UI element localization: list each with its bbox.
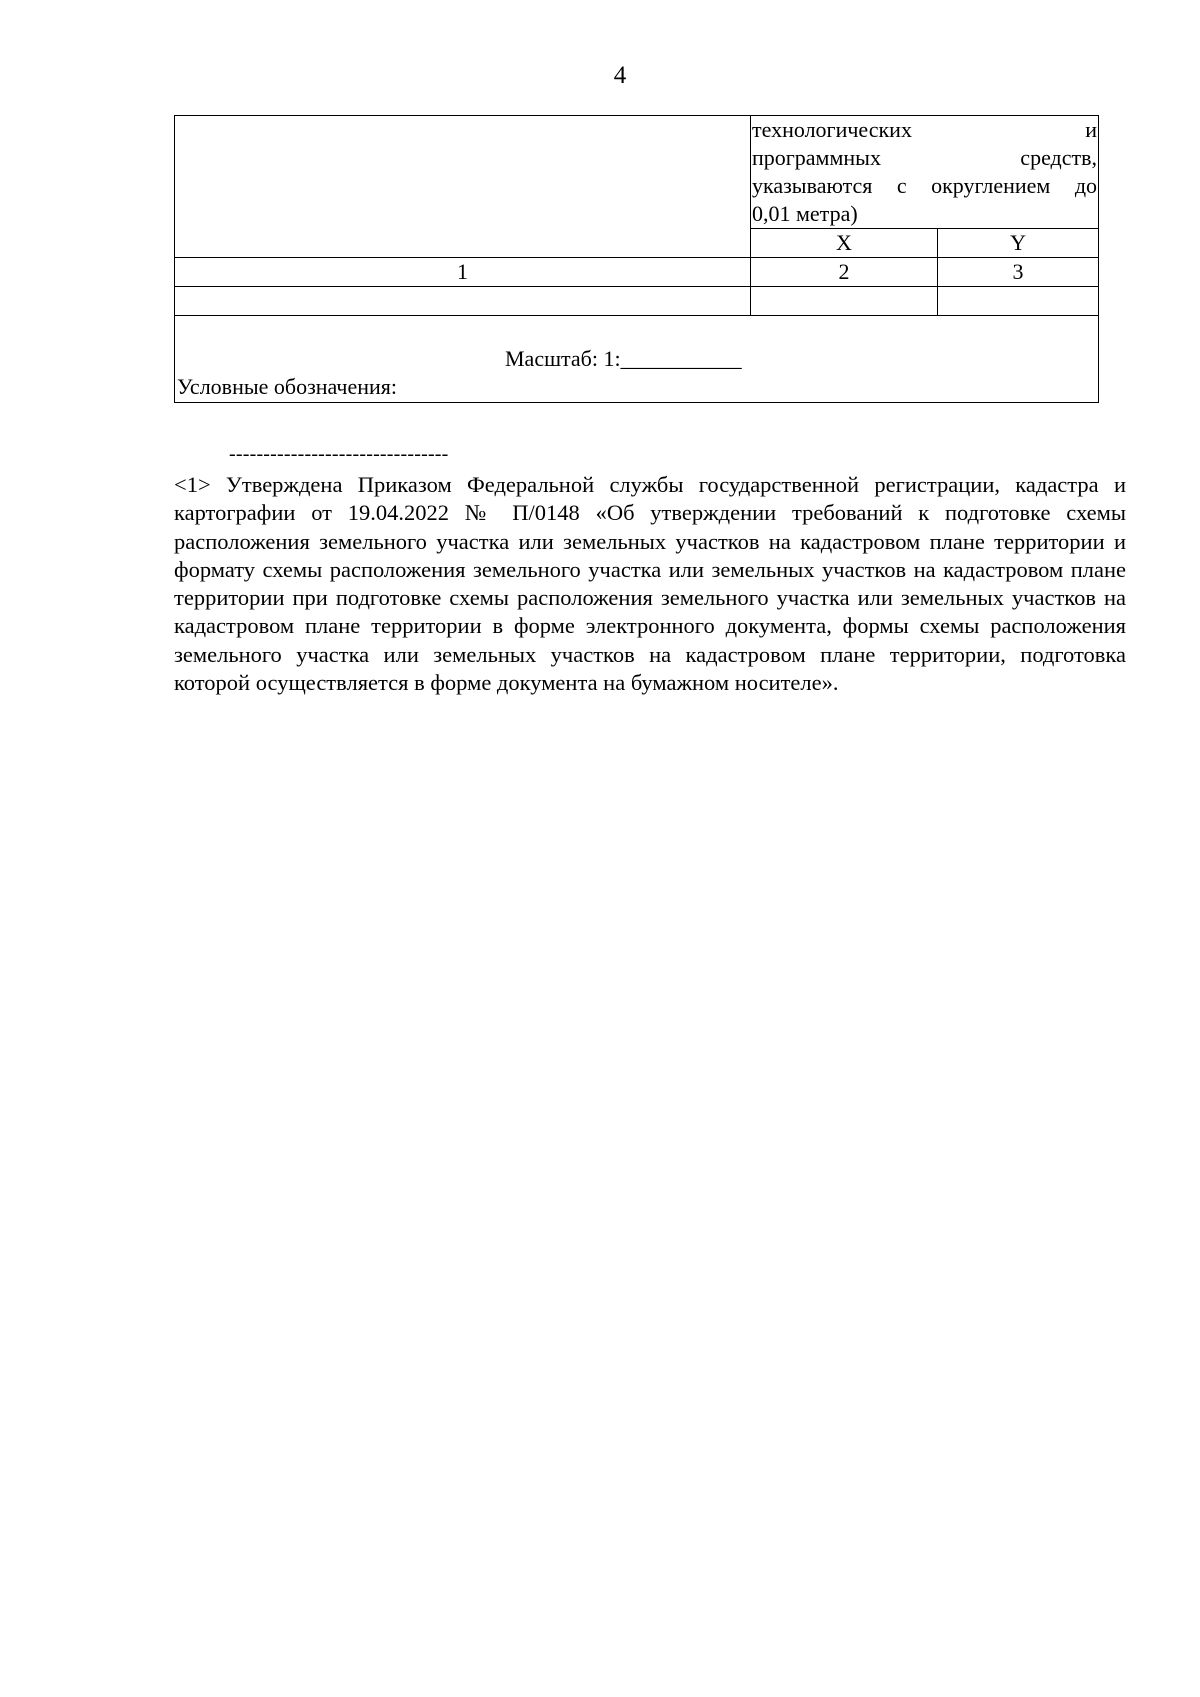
column-x-header: X [751, 229, 938, 258]
empty-cell [938, 287, 1099, 316]
coordinates-description-line: указываются с округлением до [752, 173, 1098, 198]
page-number: 4 [613, 62, 627, 89]
empty-cell [751, 287, 938, 316]
coordinates-description-cell [751, 116, 1099, 229]
table-scale-row [175, 316, 1099, 403]
table-empty-row [175, 287, 1099, 316]
scale-label: Масштаб: 1:___________ [505, 346, 742, 371]
coordinates-description-line: технологических и [752, 117, 1098, 142]
scale-cell [175, 316, 1099, 403]
coordinates-description-line: программных средств, [752, 145, 1098, 170]
footnote-text: <1> Утверждена Приказом Федеральной службы государственной регистрации, кадастра и картографии от 19.04.2022 № П/0148 «Об утверждении требований к подготовке схемы расположения земельного участка или земельных участков на кадастровом плане территории и формату схемы расположения земельного участка или земельных участков на кадастровом плане территории при подготовке схемы расположения земельного участка или земельных участков на кадастровом плане территории в форме электронного документа, формы схемы расположения земельного участка или земельных участков на кадастровом плане территории, подготовка которой осуществляется в форме документа на бумажном носителе». [174, 472, 1126, 696]
table-numbering-row [175, 258, 1099, 287]
column-y-header: Y [938, 229, 1099, 258]
column-number-3: 3 [938, 258, 1099, 287]
column-number-2: 2 [751, 258, 938, 287]
legend-label: Условные обозначения: [177, 374, 398, 399]
empty-cell [175, 287, 751, 316]
footnote-separator: -------------------------------- [229, 443, 449, 465]
scheme-table [174, 115, 1099, 403]
header-empty-cell [175, 116, 751, 258]
coordinates-description-line: 0,01 метра) [752, 201, 858, 226]
column-number-1: 1 [175, 258, 751, 287]
table-header-row [175, 116, 1099, 229]
